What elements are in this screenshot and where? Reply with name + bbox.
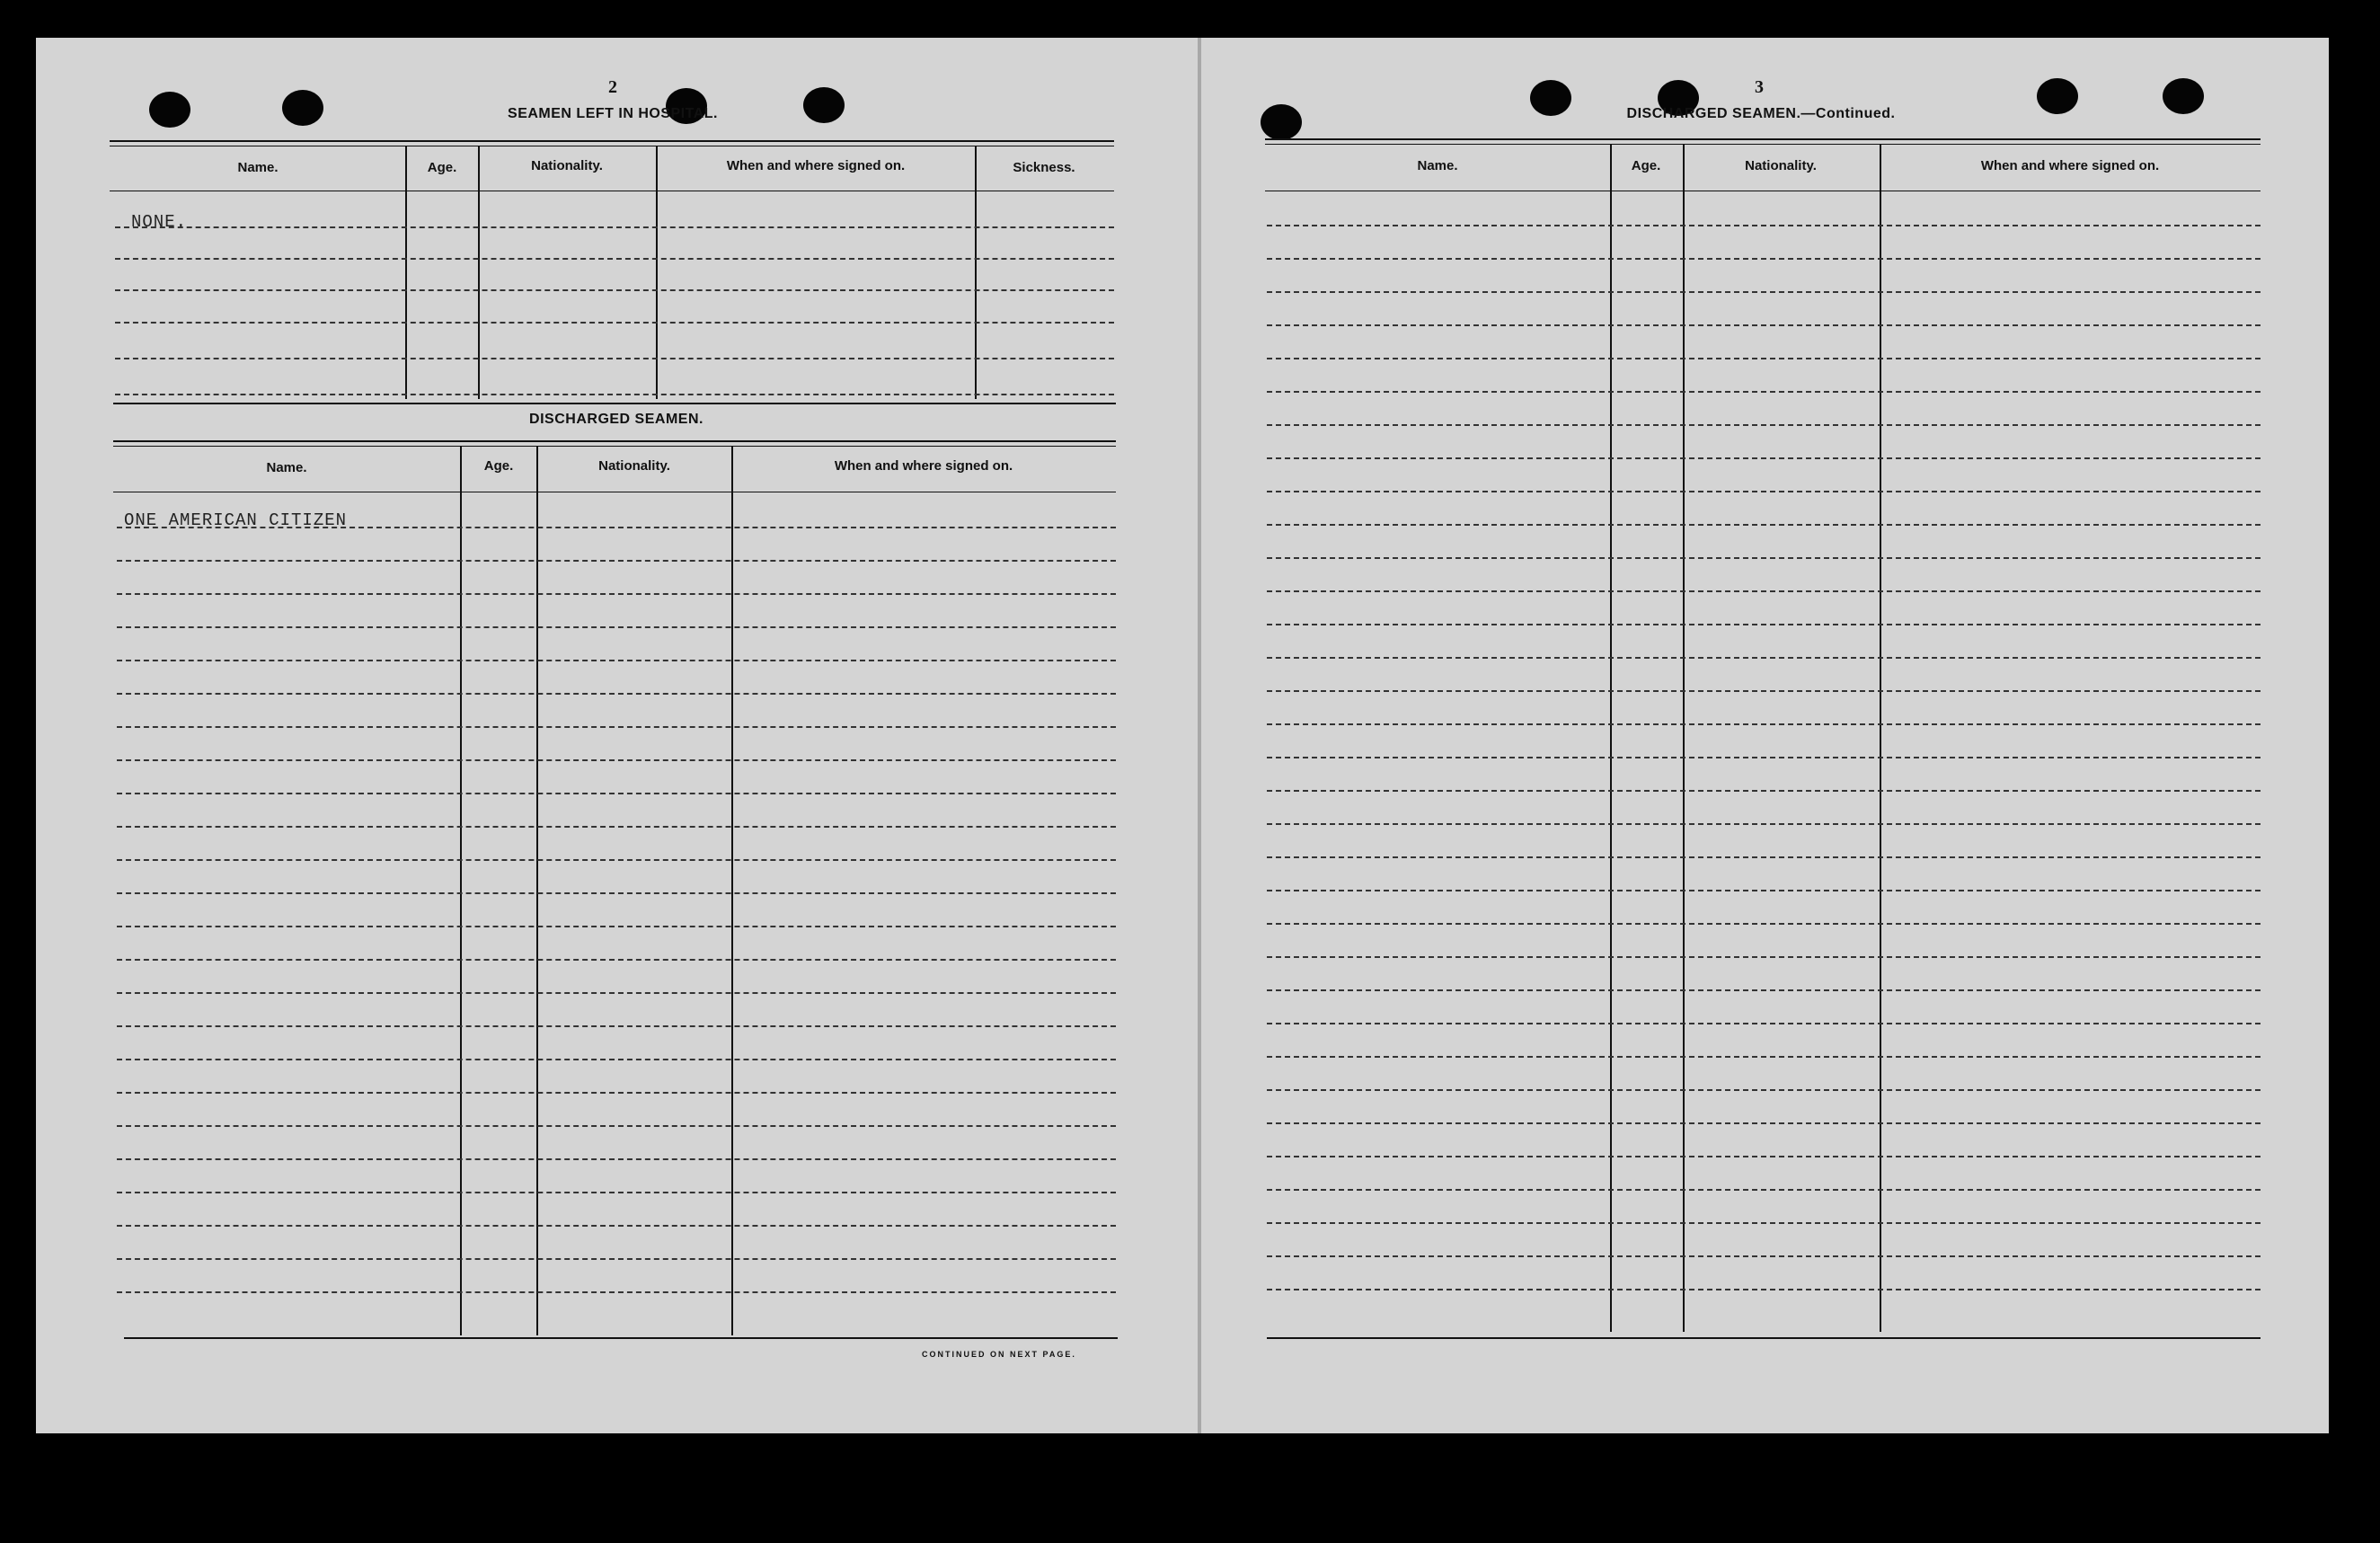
page-number: 2 [608, 77, 617, 97]
column-header-nationality: Nationality. [598, 458, 670, 474]
column-header-sickness: Sickness. [1013, 160, 1075, 175]
punch-hole [803, 87, 845, 123]
entry-line [1267, 856, 2261, 858]
punch-hole [149, 92, 190, 128]
entry-line [117, 593, 1116, 595]
column-header-nationality: Nationality. [531, 158, 603, 173]
column-header-signed-on: When and where signed on. [1980, 158, 2160, 173]
entry-line [1267, 457, 2261, 459]
entry-line [1267, 391, 2261, 393]
entry-line [1267, 225, 2261, 226]
entry-line [117, 560, 1116, 562]
hospital-section-title: SEAMEN LEFT IN HOSPITAL. [508, 106, 718, 121]
entry-line [1267, 624, 2261, 625]
entry-line [117, 1258, 1116, 1260]
entry-line [117, 992, 1116, 994]
column-header-signed-on: When and where signed on. [834, 458, 1013, 474]
continued-note: CONTINUED ON NEXT PAGE. [922, 1350, 1076, 1359]
entry-line [115, 258, 1114, 260]
entry-line [117, 1125, 1116, 1127]
entry-line [1267, 1089, 2261, 1091]
column-divider [460, 446, 462, 1335]
column-divider [536, 446, 538, 1335]
entry-line [1267, 690, 2261, 692]
entry-line [117, 793, 1116, 794]
entry-line [1267, 324, 2261, 326]
column-divider [731, 446, 733, 1335]
column-divider [478, 146, 480, 399]
entry-line [1267, 956, 2261, 958]
page-fold [1198, 38, 1201, 1433]
entry-line [1267, 1156, 2261, 1157]
column-divider [1880, 144, 1881, 1332]
entry-line [117, 626, 1116, 628]
table-top-rule [113, 446, 1116, 447]
column-header-signed-on: When and where signed on. [726, 158, 906, 173]
column-header-age: Age. [483, 458, 514, 474]
entry-line [117, 859, 1116, 861]
column-divider [1683, 144, 1685, 1332]
entry-line [117, 926, 1116, 927]
discharged-section-title: DISCHARGED SEAMEN. [529, 412, 703, 427]
entry-line [117, 759, 1116, 761]
entry-line [1267, 723, 2261, 725]
discharged-entry: ONE AMERICAN CITIZEN [124, 510, 348, 530]
column-divider [656, 146, 658, 399]
entry-line [117, 693, 1116, 695]
entry-line [117, 892, 1116, 894]
entry-line [117, 1192, 1116, 1193]
entry-line [1267, 823, 2261, 825]
entry-line [115, 394, 1114, 395]
table-bottom-rule [1267, 1337, 2261, 1339]
entry-line [1267, 524, 2261, 526]
entry-line [1267, 1189, 2261, 1191]
entry-line [115, 322, 1114, 324]
entry-line [117, 1291, 1116, 1293]
column-header-name: Name. [266, 460, 307, 475]
column-header-age: Age. [427, 160, 457, 175]
table-bottom-rule [113, 403, 1116, 404]
hospital-entry: NONE. [131, 212, 188, 232]
entry-line [1267, 424, 2261, 426]
page-number: 3 [1755, 77, 1764, 97]
entry-line [1267, 657, 2261, 659]
entry-line [117, 826, 1116, 828]
entry-line [1267, 1222, 2261, 1224]
entry-line [117, 726, 1116, 728]
entry-line [115, 289, 1114, 291]
table-top-rule [1265, 138, 2261, 140]
entry-line [117, 959, 1116, 961]
entry-line [117, 1158, 1116, 1160]
entry-line [1267, 790, 2261, 792]
entry-line [115, 226, 1114, 228]
column-header-nationality: Nationality. [1745, 158, 1817, 173]
entry-line [1267, 923, 2261, 925]
table-top-rule [110, 140, 1114, 142]
column-header-name: Name. [1417, 158, 1458, 173]
entry-line [1267, 358, 2261, 359]
entry-line [1267, 557, 2261, 559]
entry-line [117, 1059, 1116, 1060]
column-divider [405, 146, 407, 399]
entry-line [117, 1025, 1116, 1027]
punch-hole [1261, 104, 1302, 140]
entry-line [1267, 1056, 2261, 1058]
punch-hole [2163, 78, 2204, 114]
entry-line [117, 660, 1116, 661]
entry-line [1267, 258, 2261, 260]
entry-line [1267, 1023, 2261, 1024]
entry-line [117, 1225, 1116, 1227]
column-header-age: Age. [1631, 158, 1661, 173]
entry-line [1267, 1255, 2261, 1257]
punch-hole [282, 90, 323, 126]
discharged-continued-title: DISCHARGED SEAMEN.—Continued. [1626, 106, 1896, 121]
table-bottom-rule [124, 1337, 1118, 1339]
entry-line [1267, 989, 2261, 991]
punch-hole [2037, 78, 2078, 114]
table-top-rule [113, 440, 1116, 442]
entry-line [1267, 1122, 2261, 1124]
entry-line [1267, 590, 2261, 592]
entry-line [115, 358, 1114, 359]
column-divider [1610, 144, 1612, 1332]
entry-line [1267, 491, 2261, 492]
entry-line [1267, 291, 2261, 293]
entry-line [1267, 890, 2261, 891]
entry-line [1267, 757, 2261, 758]
entry-line [117, 1092, 1116, 1094]
column-header-name: Name. [237, 160, 279, 175]
column-divider [975, 146, 977, 399]
entry-line [1267, 1289, 2261, 1290]
table-top-rule [1265, 144, 2261, 145]
